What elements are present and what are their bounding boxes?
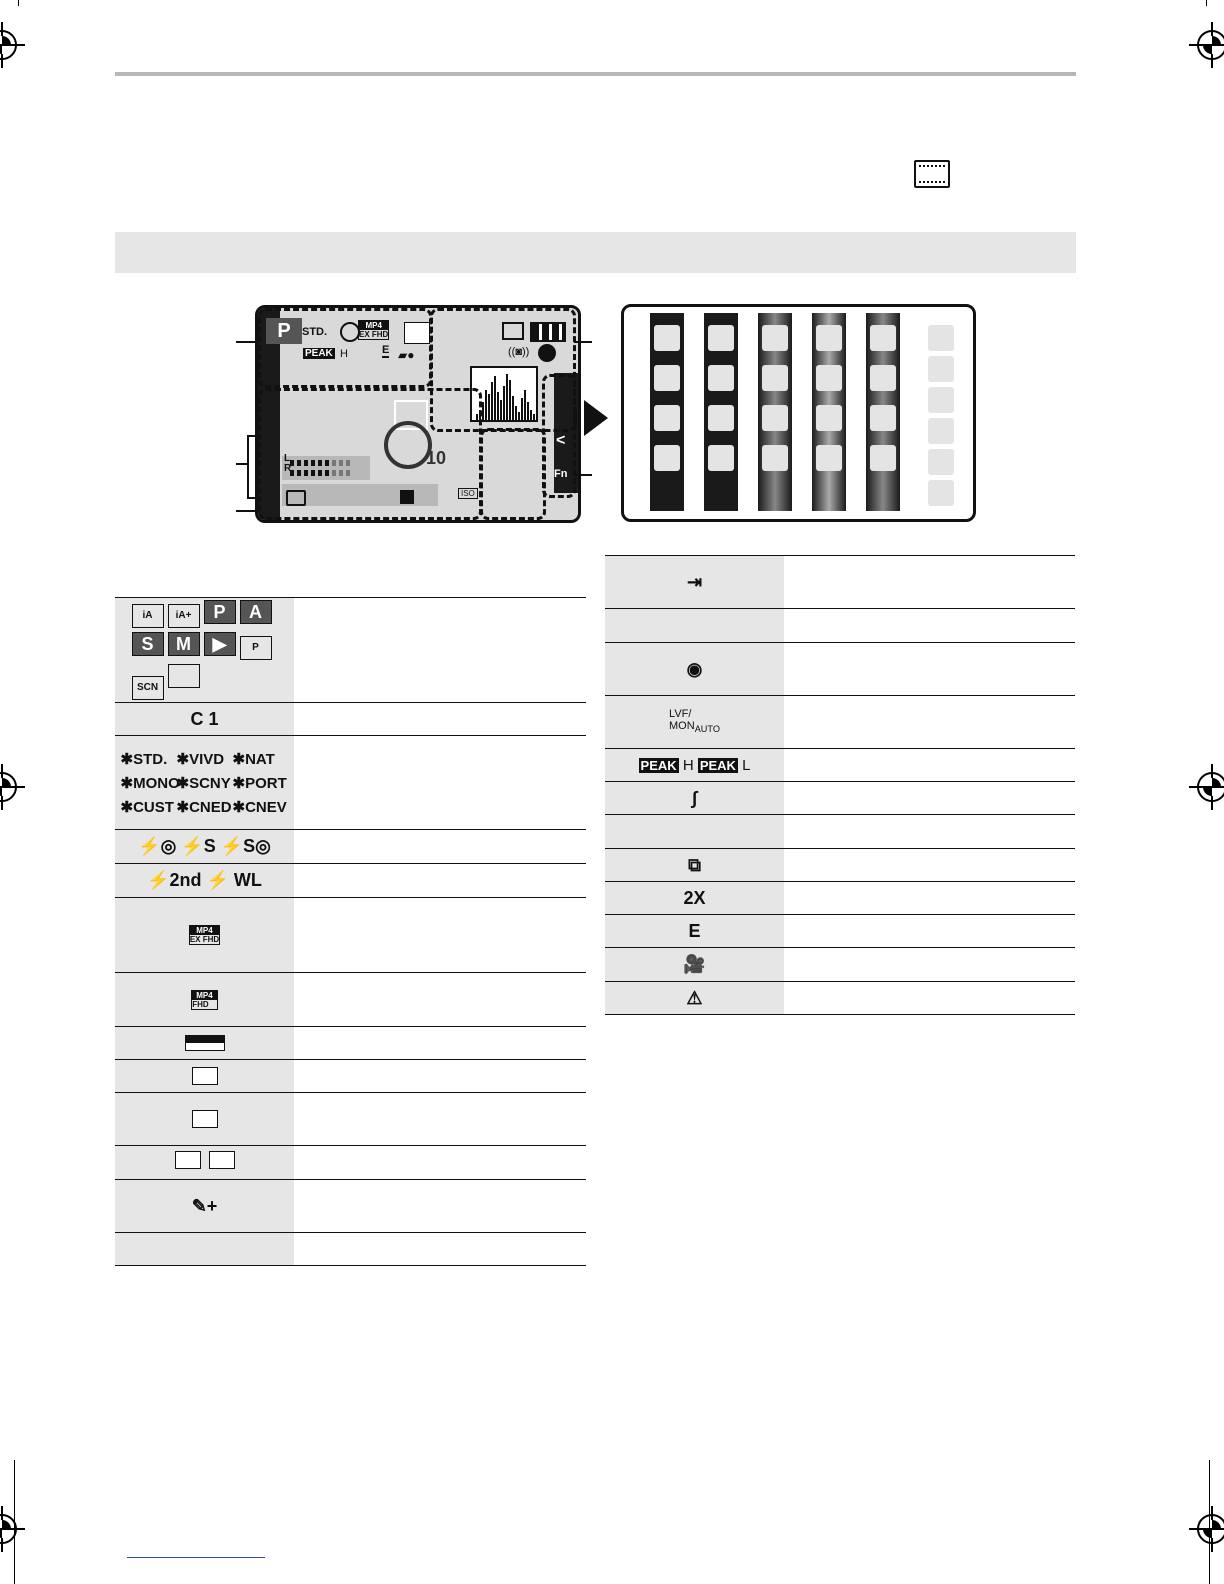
icon-glyph: ⚡2nd ⚡ WL	[147, 870, 262, 890]
touch-tab-button	[762, 445, 788, 471]
header-rule	[115, 72, 1076, 76]
mode-chip: P	[204, 600, 236, 624]
registration-mark-middle-left	[0, 772, 17, 802]
icon-cell	[605, 882, 784, 914]
mode-chip: A	[240, 600, 272, 624]
crop-mark-bottom-left	[14, 1460, 15, 1584]
icon-cell	[115, 898, 294, 972]
table-row	[115, 1093, 586, 1146]
icon-cell	[115, 830, 294, 863]
table-row	[605, 609, 1075, 643]
icon-glyph: C 1	[190, 708, 219, 729]
table-row	[605, 782, 1075, 815]
icon-glyph: E	[688, 920, 701, 941]
table-row	[115, 973, 586, 1027]
table-row	[605, 849, 1075, 882]
recording-format-indicator: MP4 EX FHD	[359, 321, 389, 339]
footer-link-rule	[127, 1557, 265, 1558]
table-row	[115, 864, 586, 898]
crop-mark-top-right	[1206, 0, 1224, 6]
touch-tab-button	[654, 445, 680, 471]
self-timer-count: 10	[426, 448, 447, 468]
motion-picture-mode-icon	[914, 160, 950, 188]
peaking-icons	[639, 757, 751, 774]
icon-cell	[115, 1093, 294, 1145]
touch-tab-button	[870, 405, 896, 431]
zone-touch-tab	[542, 374, 576, 498]
touch-tab-chevron-icon: <	[556, 432, 566, 449]
iso-label: ISO	[458, 488, 478, 499]
callout-bracket	[247, 435, 257, 499]
touch-tab-button	[708, 405, 734, 431]
mon-label: $MON_{AUTO}$	[669, 720, 720, 735]
photo-style-indicator: STD.	[302, 326, 328, 338]
touch-tab-button	[816, 365, 842, 391]
auto-label: AUTO	[694, 724, 720, 735]
icon-glyph: ⇥	[686, 571, 703, 592]
crop-mark-top-left	[0, 0, 19, 6]
stabilizer-icon: ((◙))	[508, 346, 530, 358]
recording-format-icon	[189, 925, 220, 945]
touch-tab-column	[812, 313, 846, 511]
right-arrow-icon	[584, 400, 608, 436]
table-row	[605, 948, 1075, 982]
icon-cell	[605, 915, 784, 947]
table-row	[115, 1146, 586, 1180]
callout-line-5	[574, 474, 592, 476]
table-row	[605, 815, 1075, 849]
format-label: MP4	[192, 991, 216, 1000]
peaking-indicator: PEAK	[305, 348, 333, 359]
quality-label: EX FHD	[189, 935, 220, 944]
touch-tab-button	[654, 405, 680, 431]
aspect-bar-icon	[185, 1035, 225, 1051]
icon-cell	[605, 696, 784, 748]
zone-lower-left	[258, 388, 482, 520]
mode-chip: ▶	[204, 632, 236, 656]
touch-tab-button	[708, 365, 734, 391]
touch-tab-button	[654, 365, 680, 391]
table-row	[605, 696, 1075, 749]
icon-cell	[115, 598, 294, 702]
picture-size-icon	[192, 1110, 218, 1128]
table-row	[605, 882, 1075, 915]
peak-label: PEAK	[640, 757, 677, 773]
icon-cell	[115, 1060, 294, 1092]
peak-high: H	[678, 756, 698, 774]
icon-cell	[605, 849, 784, 881]
touch-tab-button	[870, 365, 896, 391]
table-row	[115, 703, 586, 736]
icon-cell	[115, 1146, 294, 1179]
touch-tab-column	[866, 313, 900, 511]
quality-box	[175, 1151, 201, 1169]
recording-mode-icons	[130, 598, 280, 702]
touch-tab-column	[924, 313, 958, 511]
table-row	[605, 982, 1075, 1015]
video-camera-icon: ▰●	[398, 348, 415, 362]
fn-tab-label: Fn	[554, 468, 568, 480]
mode-chip: M	[168, 632, 200, 656]
photo-style-icons	[121, 750, 289, 816]
section-heading-band	[115, 232, 1076, 273]
peak-low: L	[737, 756, 751, 774]
touch-tab-button	[816, 445, 842, 471]
mode-chip: iA	[132, 604, 164, 628]
touch-tab-button	[762, 405, 788, 431]
table-row	[115, 1180, 586, 1233]
lvf-label: LVF/	[669, 708, 692, 721]
touch-tab-button	[928, 325, 954, 351]
table-row	[115, 830, 586, 864]
hdr-e-icon: E	[382, 344, 390, 356]
touch-tab-button	[928, 418, 954, 444]
quality-label: FHD	[192, 999, 209, 1009]
table-row	[605, 556, 1075, 609]
mode-chip: SCN	[132, 676, 164, 700]
peaking-level: H	[340, 348, 348, 360]
audio-channel-labels: L R	[284, 453, 292, 474]
icon-glyph: 🎥	[683, 954, 706, 974]
touch-tab-button	[654, 325, 680, 351]
icon-cell	[115, 1233, 294, 1265]
icon-cell	[115, 703, 294, 735]
touch-tab-button	[928, 356, 954, 382]
icon-glyph: ⧉	[688, 854, 701, 875]
photo-style-label: ✱SCNY	[176, 774, 231, 792]
photo-style-label: ✱CUST	[120, 798, 174, 816]
photo-style-label: ✱CNED	[176, 798, 232, 816]
registration-mark-top-left	[0, 30, 17, 60]
registration-mark-bottom-right	[1197, 1514, 1224, 1544]
icon-glyph: ◉	[686, 658, 703, 679]
table-row	[115, 1027, 586, 1060]
touch-tab-column	[650, 313, 684, 511]
format-label: MP4	[190, 926, 219, 935]
touch-tab-button	[708, 445, 734, 471]
peak-label: PEAK	[699, 757, 736, 773]
recording-mode-indicator: P	[266, 318, 302, 344]
touch-tab-column	[758, 313, 792, 511]
callout-line-4	[574, 341, 592, 343]
touch-tab-button	[762, 365, 788, 391]
icon-cell	[605, 609, 784, 642]
icon-cell	[115, 1027, 294, 1059]
zone-upper-left	[258, 308, 432, 388]
icon-glyph: 2X	[683, 887, 706, 908]
registration-mark-top-right	[1197, 30, 1224, 60]
zone-lower-right	[480, 428, 546, 520]
picture-size-icon	[192, 1067, 218, 1085]
lvf-mon-auto-icon	[669, 708, 720, 735]
table-row	[115, 898, 586, 973]
icon-glyph: ⚡◎ ⚡S ⚡S◎	[138, 836, 271, 856]
table-row	[605, 643, 1075, 696]
icon-glyph: ∫	[692, 787, 697, 808]
icon-cell	[115, 864, 294, 897]
touch-tabs-illustration	[621, 304, 976, 522]
photo-style-label: ✱CNEV	[232, 798, 287, 816]
icon-glyph: ⚠	[686, 987, 703, 1008]
mode-chip	[168, 664, 200, 688]
touch-tab-button	[708, 325, 734, 351]
icon-glyph: ✎+	[191, 1195, 218, 1216]
table-row	[605, 915, 1075, 948]
crop-mark-bottom-right	[1209, 1460, 1210, 1584]
icon-cell	[605, 815, 784, 848]
mode-chip: P	[240, 636, 272, 660]
touch-tab-button	[928, 449, 954, 475]
table-row	[115, 1233, 586, 1266]
touch-tab-button	[928, 480, 954, 506]
photo-style-label: ✱PORT	[232, 774, 287, 792]
touch-tab-button	[816, 325, 842, 351]
mode-chip: S	[132, 632, 164, 656]
table-row	[115, 598, 586, 703]
mode-chip: iA+	[168, 604, 200, 628]
photo-style-label: ✱MONO	[120, 774, 180, 792]
icon-cell	[605, 643, 784, 695]
table-row	[115, 736, 586, 830]
table-row	[605, 749, 1075, 782]
monitor-screen-illustration	[255, 305, 581, 523]
photo-style-label: ✱STD.	[120, 750, 168, 768]
touch-tab-button	[870, 445, 896, 471]
photo-style-label: ✱VIVD	[176, 750, 225, 768]
touch-tab-button	[816, 405, 842, 431]
icon-cell	[605, 948, 784, 981]
icon-cell	[605, 556, 784, 608]
icon-cell	[115, 1180, 294, 1232]
quality-icons	[171, 1151, 239, 1174]
photo-style-label: ✱NAT	[232, 750, 275, 768]
icon-cell	[115, 736, 294, 829]
icon-cell	[115, 973, 294, 1026]
touch-tab-column	[704, 313, 738, 511]
icon-cell	[605, 782, 784, 814]
touch-tab-button	[870, 325, 896, 351]
touch-tab-button	[762, 325, 788, 351]
recording-format-icon	[191, 990, 217, 1010]
quality-box	[209, 1151, 235, 1169]
touch-tab-button	[928, 387, 954, 413]
icon-cell	[605, 982, 784, 1014]
icon-cell	[605, 749, 784, 781]
registration-mark-middle-right	[1197, 772, 1224, 802]
callout-line-1	[236, 341, 256, 343]
table-row	[115, 1060, 586, 1093]
callout-line-3	[236, 510, 256, 512]
